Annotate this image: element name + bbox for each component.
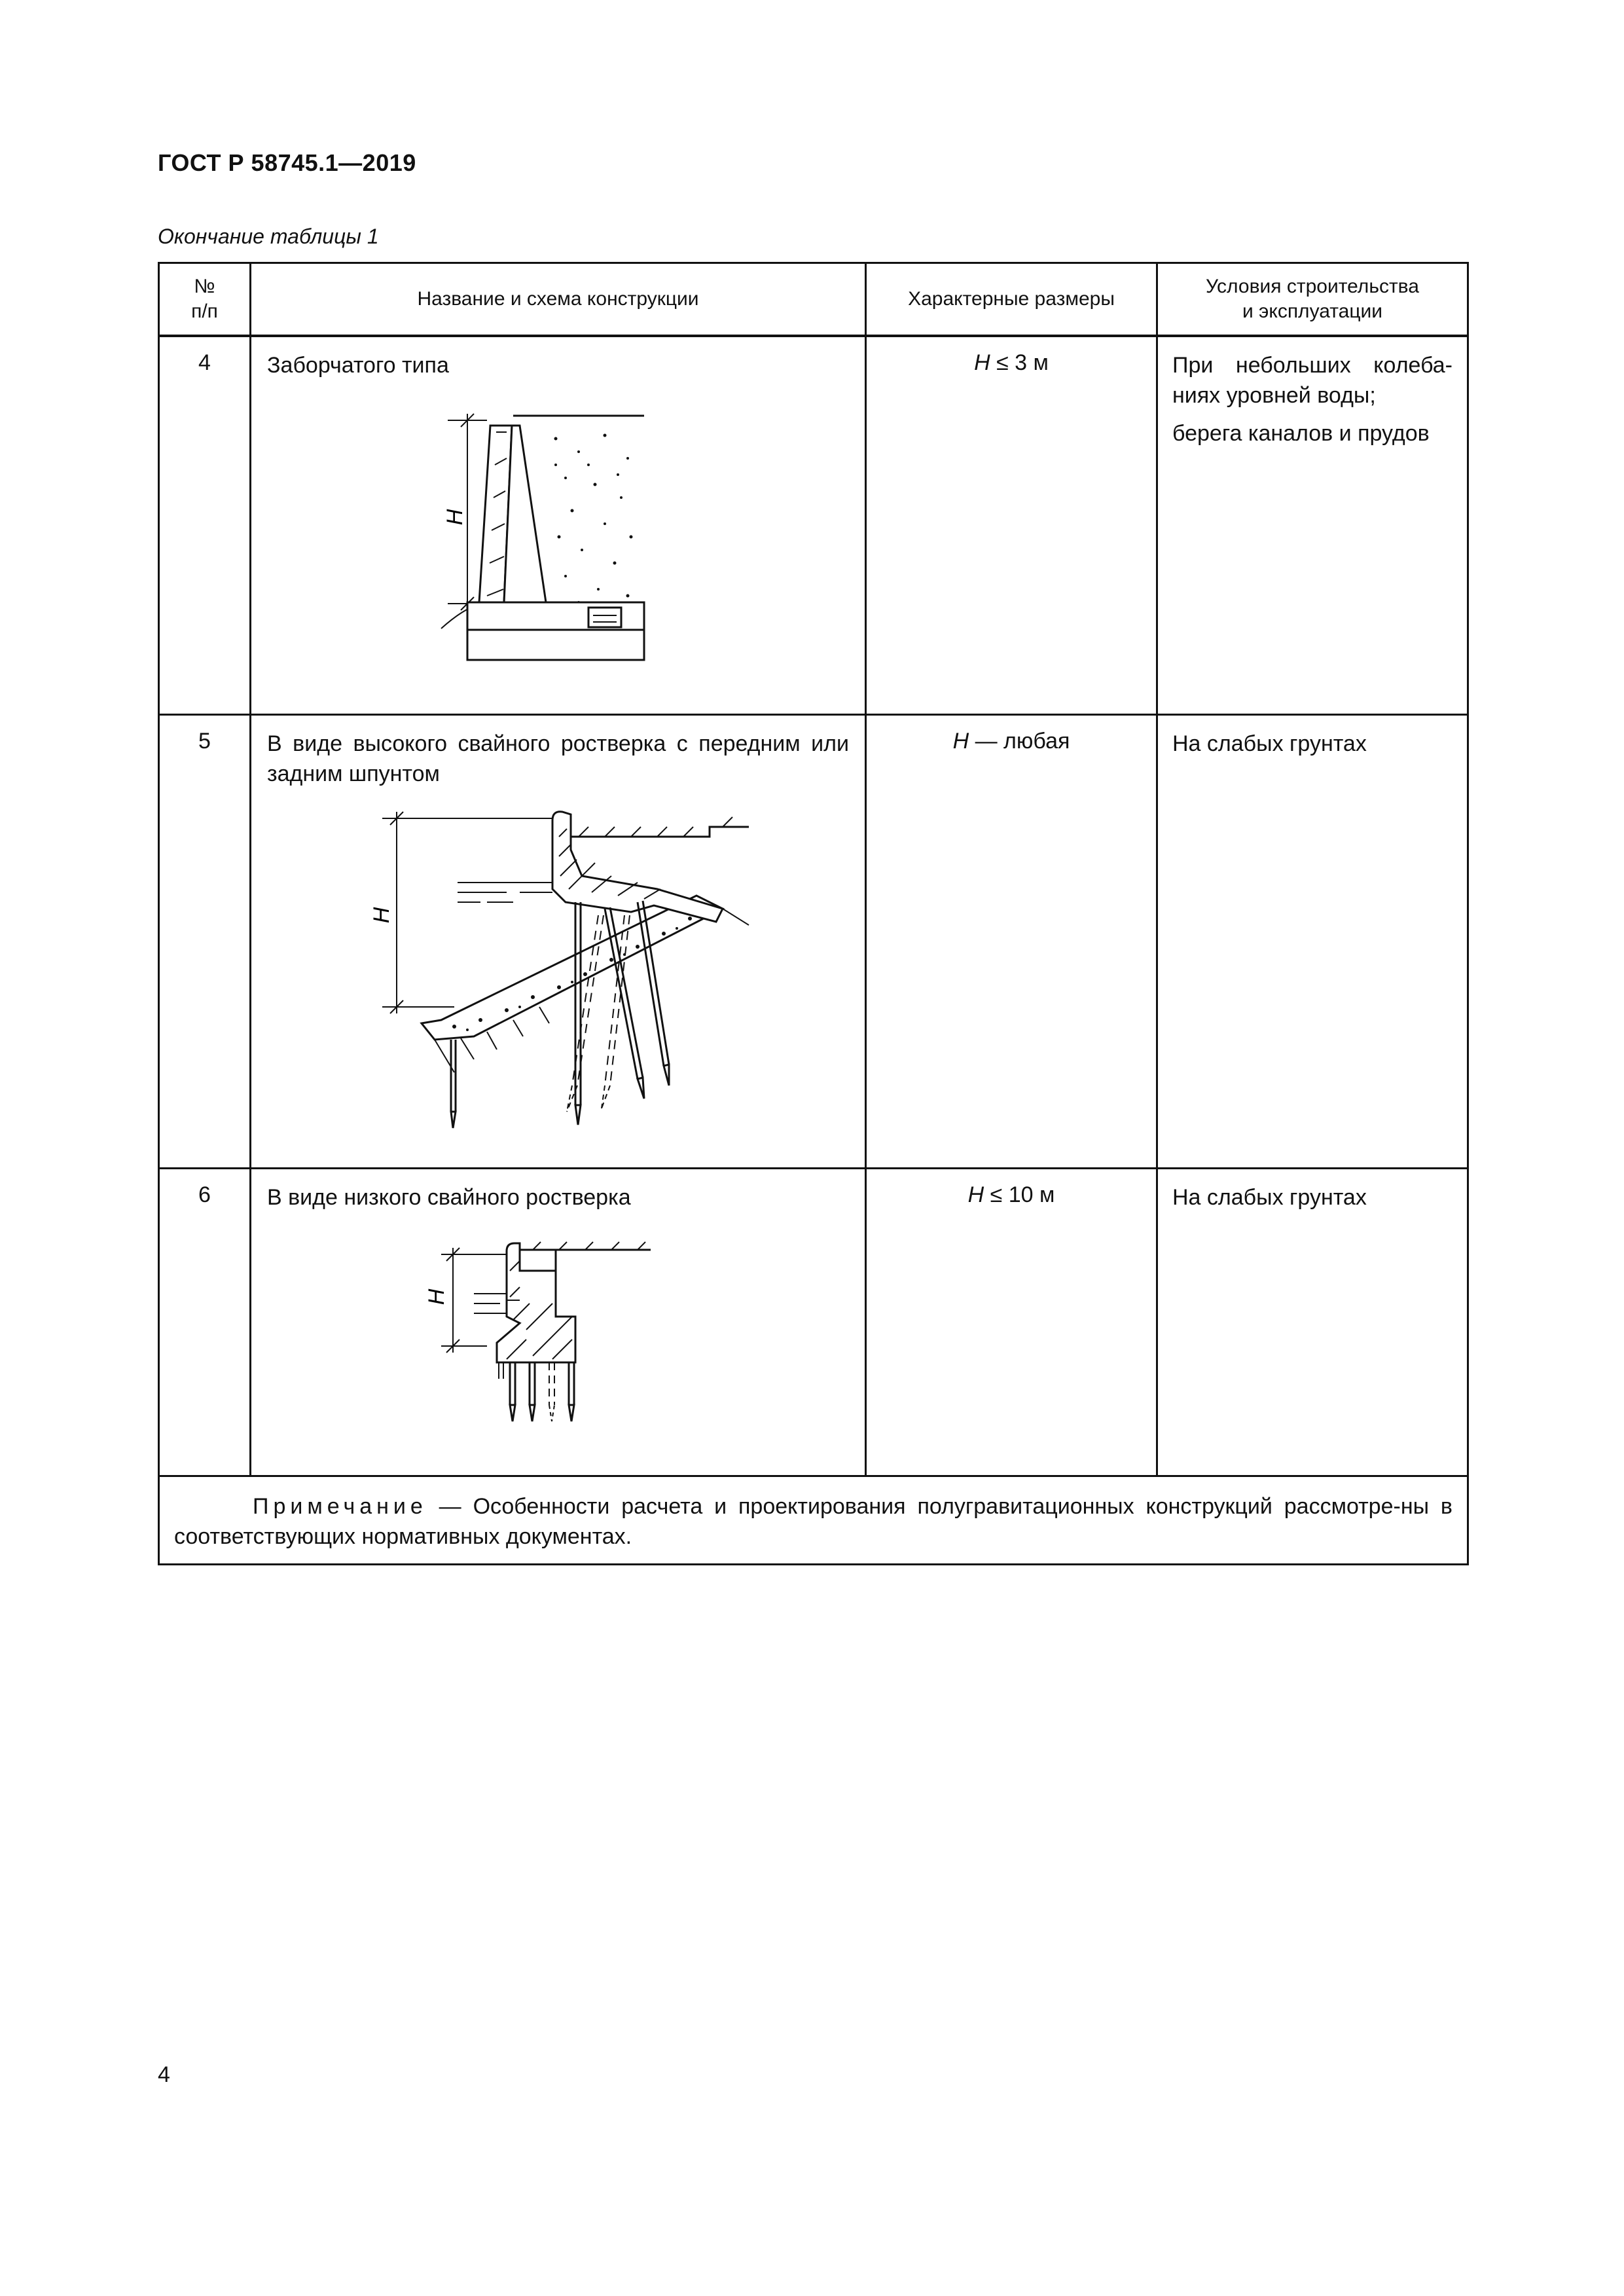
row-name-cell [251,336,866,714]
structures-table [158,262,1469,1565]
header-number-line2: п/п [191,301,218,322]
diagram-dim-label: H [424,1288,449,1305]
header-number [159,263,251,337]
document-code: ГОСТ Р 58745.1—2019 [158,149,416,176]
table-header-row [159,263,1468,337]
row-number: 6 [159,1168,251,1476]
row-dimensions [866,714,1157,1168]
table-row [159,1168,1468,1476]
dimension-value: — любая [969,728,1070,754]
condition-line: На слабых грунтах [1172,731,1367,756]
row-conditions [1157,714,1468,1168]
table-note [159,1476,1468,1564]
dimension-symbol: H [952,728,969,754]
header-dimensions: Характерные размеры [866,263,1157,337]
dimension-value: ≤ 3 м [990,350,1049,375]
table-caption: Окончание таблицы 1 [158,225,379,248]
page-number: 4 [158,2062,170,2087]
dimension-symbol: H [967,1182,984,1207]
low-pile-grillage-diagram [424,1231,657,1454]
note-text: — Особенности расчета и проектирования полугравитационных конструкций рассмотре-ны в соответствующих нормативных документах. [174,1493,1453,1549]
note-heading: Примечание [253,1493,427,1519]
condition-line: При небольших колеба-ниях уровней воды; [1172,353,1453,408]
row-number: 4 [159,336,251,714]
row-dimensions [866,1168,1157,1476]
table-row [159,714,1468,1168]
header-number-line1: № [194,276,215,297]
table-row [159,336,1468,714]
row-name: Заборчатого типа [267,353,449,378]
row-name: В виде низкого свайного ростверка [267,1184,631,1210]
row-conditions [1157,336,1468,714]
fence-type-wall-diagram [441,399,677,694]
diagram-dim-label: H [369,907,394,923]
row-dimensions [866,336,1157,714]
header-name: Название и схема конструкции [251,263,866,337]
row-name-cell [251,1168,866,1476]
header-conditions-line1: Условия строительства [1206,276,1419,297]
row-name: В виде высокого свайного ростверка с передним или задним шпунтом [267,731,849,786]
row-name-cell [251,714,866,1168]
header-conditions-line2: и эксплуатации [1242,301,1383,322]
condition-line: На слабых грунтах [1172,1184,1367,1210]
header-conditions [1157,263,1468,337]
row-number: 5 [159,714,251,1168]
high-pile-grillage-diagram [356,811,775,1164]
row-conditions [1157,1168,1468,1476]
diagram-dim-label: H [442,509,467,526]
dimension-symbol: H [974,350,990,375]
condition-line: берега каналов и прудов [1172,421,1430,446]
table-note-row [159,1476,1468,1564]
dimension-value: ≤ 10 м [984,1182,1055,1207]
